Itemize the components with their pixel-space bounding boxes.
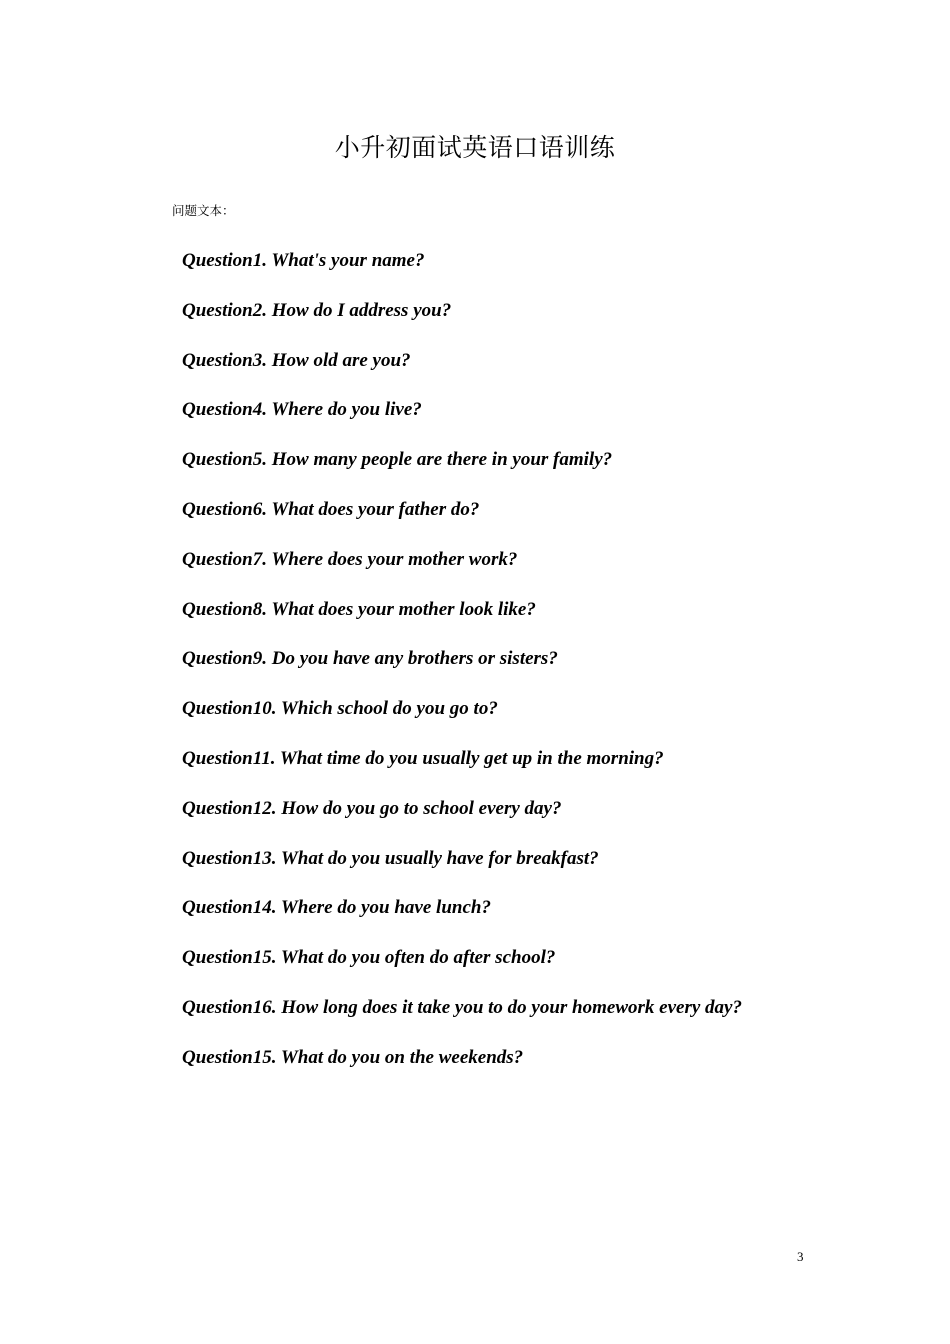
question-item: Question13. What do you usually have for breakfast? <box>182 847 599 869</box>
section-label: 问题文本： <box>172 203 235 218</box>
question-list <box>182 248 742 1095</box>
question-item: Question9. Do you have any brothers or sisters? <box>182 648 558 670</box>
question-item: Question4. Where do you live? <box>182 399 422 421</box>
page-title: 小升初面试英语口语训练 <box>334 133 616 162</box>
question-item: Question3. How old are you? <box>182 349 411 371</box>
question-item: Question14. Where do you have lunch? <box>182 897 491 919</box>
question-item: Question1. What's your name? <box>182 250 425 271</box>
page-number: 3 <box>797 1249 804 1264</box>
question-item: Question6. What does your father do? <box>182 498 480 520</box>
question-item: Question15. What do you often do after school? <box>182 947 556 969</box>
question-item: Question5. How many people are there in your family? <box>182 449 613 471</box>
question-item: Question7. Where does your mother work? <box>182 548 518 570</box>
question-item: Question8. What does your mother look like? <box>182 598 536 620</box>
question-item: Question2. How do I address you? <box>182 299 452 321</box>
question-item: Question12. How do you go to school every day? <box>182 797 562 819</box>
question-item: Question10. Which school do you go to? <box>182 698 498 720</box>
question-item: Question15. What do you on the weekends? <box>182 1046 524 1068</box>
question-item: Question16. How long does it take you to do your homework every day? <box>182 996 742 1018</box>
question-item: Question11. What time do you usually get up in the morning? <box>182 747 664 769</box>
